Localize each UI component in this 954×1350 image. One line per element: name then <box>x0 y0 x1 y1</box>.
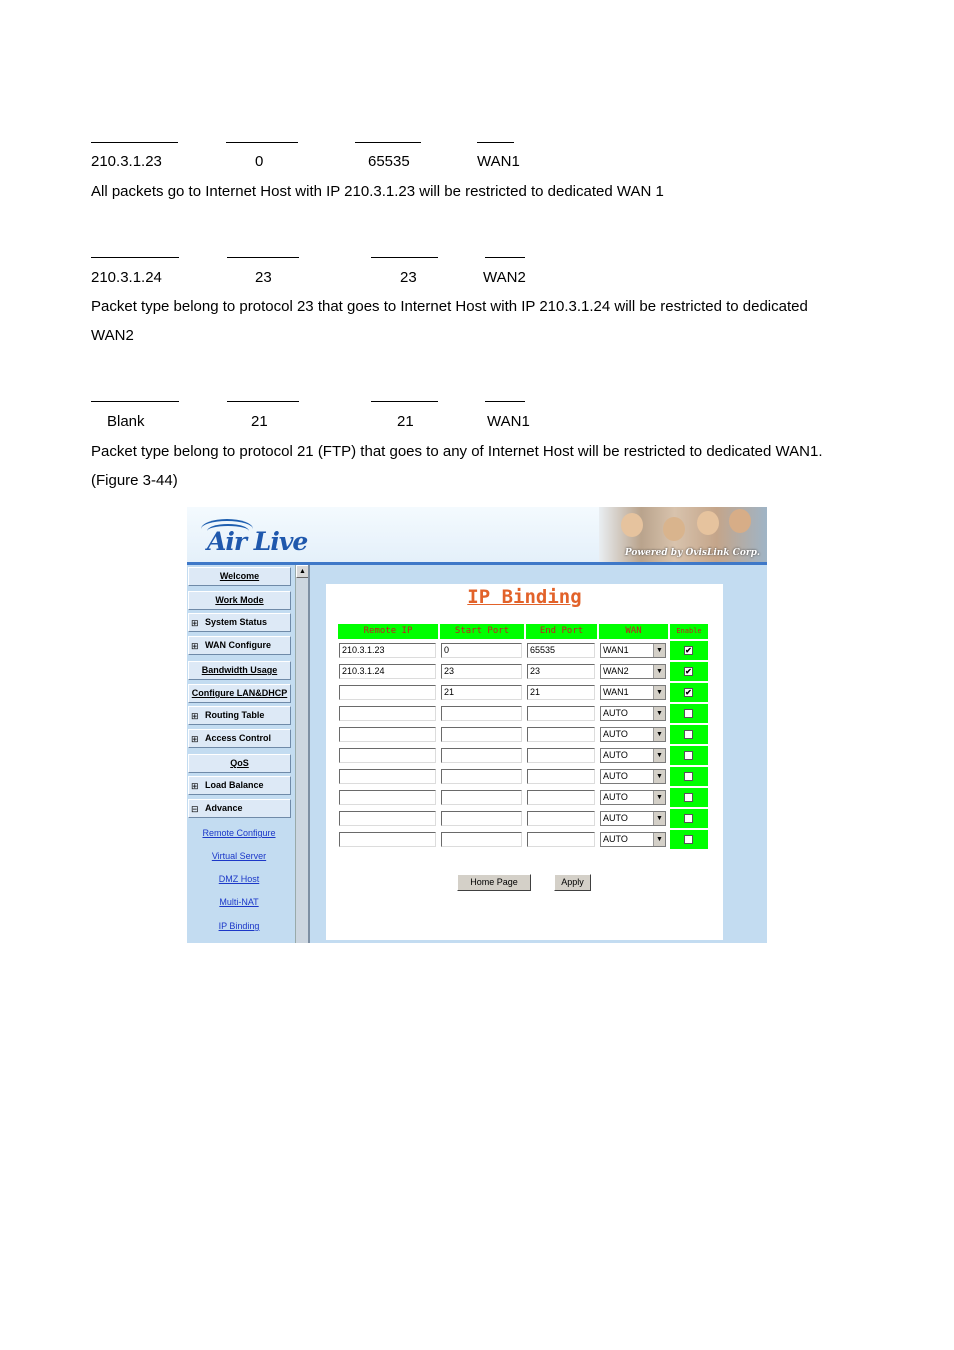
dropdown-arrow-icon[interactable]: ▼ <box>653 812 665 825</box>
table-cell <box>440 641 524 660</box>
table-cell <box>599 767 668 786</box>
table-cell <box>338 788 438 807</box>
table-cell <box>599 662 668 681</box>
expand-icon: ⊞ <box>191 641 199 651</box>
table-cell <box>599 746 668 765</box>
start-port-input[interactable] <box>441 811 522 826</box>
remote-ip-input[interactable] <box>339 769 436 784</box>
table-cell <box>670 725 708 744</box>
table-cell <box>440 788 524 807</box>
nav-dmz-host[interactable]: DMZ Host <box>218 874 260 884</box>
nav-system-status[interactable] <box>188 613 291 632</box>
nav-label: Bandwidth Usage <box>201 665 278 675</box>
start-port-input[interactable] <box>441 769 522 784</box>
end-port-input[interactable] <box>527 811 595 826</box>
powered-by-label: Powered by OvisLink Corp. <box>624 548 760 558</box>
wan-select[interactable] <box>600 811 666 826</box>
end-port-input[interactable] <box>527 790 595 805</box>
wan-select[interactable] <box>600 685 666 700</box>
wan-select[interactable] <box>600 748 666 763</box>
example-wan: WAN1 <box>477 153 520 170</box>
blank-line-wan <box>485 401 525 402</box>
wan-select[interactable] <box>600 790 666 805</box>
table-cell <box>599 725 668 744</box>
start-port-input[interactable] <box>441 790 522 805</box>
table-cell <box>440 704 524 723</box>
person-head-icon <box>663 517 685 541</box>
dropdown-arrow-icon[interactable]: ▼ <box>653 791 665 804</box>
nav-label: Configure LAN&DHCP <box>191 688 288 698</box>
start-port-input[interactable]: 23 <box>441 664 522 679</box>
table-cell <box>526 746 597 765</box>
nav-label: Routing Table <box>205 710 265 720</box>
wan-select[interactable] <box>600 727 666 742</box>
table-cell <box>338 830 438 849</box>
enable-checkbox[interactable] <box>684 793 693 802</box>
table-cell <box>440 746 524 765</box>
wan-select[interactable] <box>600 664 666 679</box>
table-cell <box>440 662 524 681</box>
nav-label: QoS <box>230 758 249 768</box>
example-start-port: 21 <box>251 413 268 430</box>
start-port-input[interactable]: 0 <box>441 643 522 658</box>
start-port-input[interactable] <box>441 706 522 721</box>
nav-work-mode[interactable] <box>188 591 291 610</box>
expand-icon: ⊞ <box>191 781 199 791</box>
remote-ip-input[interactable] <box>339 790 436 805</box>
start-port-input[interactable]: 21 <box>441 685 522 700</box>
enable-checkbox[interactable]: ✔ <box>685 667 692 676</box>
enable-checkbox[interactable] <box>684 751 693 760</box>
enable-checkbox[interactable] <box>684 772 693 781</box>
blank-line-wan <box>477 142 514 143</box>
blank-line-remote-ip <box>91 401 179 402</box>
page-title: IP Binding <box>467 586 582 608</box>
table-cell <box>670 767 708 786</box>
nav-load-balance[interactable] <box>188 776 291 795</box>
end-port-input[interactable] <box>527 832 595 847</box>
wan-select-value: AUTO <box>603 708 628 718</box>
table-cell <box>526 704 597 723</box>
table-cell <box>526 641 597 660</box>
enable-checkbox[interactable] <box>684 814 693 823</box>
example-end-port: 21 <box>397 413 414 430</box>
end-port-input[interactable] <box>527 748 595 763</box>
blank-line-start-port <box>226 142 298 143</box>
example-end-port: 65535 <box>368 153 410 170</box>
apply-button[interactable]: Apply <box>554 874 591 891</box>
dropdown-arrow-icon[interactable]: ▼ <box>653 833 665 846</box>
expand-icon: ⊞ <box>191 711 199 721</box>
nav-qos[interactable] <box>188 754 291 773</box>
nav-label: Advance <box>205 803 243 813</box>
dropdown-arrow-icon[interactable]: ▼ <box>653 728 665 741</box>
example-end-port: 23 <box>400 269 417 286</box>
dropdown-arrow-icon[interactable]: ▼ <box>653 644 665 657</box>
nav-sidebar <box>187 565 293 943</box>
table-cell <box>440 809 524 828</box>
column-header-enable: Enable <box>670 624 708 639</box>
nav-label: System Status <box>205 617 268 627</box>
nav-bandwidth-usage[interactable] <box>188 661 291 680</box>
table-cell <box>338 809 438 828</box>
blank-line-end-port <box>371 401 438 402</box>
person-head-icon <box>621 513 643 537</box>
table-cell <box>526 662 597 681</box>
nav-access-control[interactable] <box>188 729 291 748</box>
nav-routing-table[interactable] <box>188 706 291 725</box>
end-port-input[interactable] <box>527 727 595 742</box>
table-cell <box>440 725 524 744</box>
table-cell <box>670 683 708 702</box>
dropdown-arrow-icon[interactable]: ▼ <box>653 707 665 720</box>
example-start-port: 0 <box>255 153 264 170</box>
ip-binding-panel <box>326 584 723 940</box>
column-header-end-port: End Port <box>526 624 597 639</box>
dropdown-arrow-icon[interactable]: ▼ <box>653 770 665 783</box>
table-cell <box>670 662 708 681</box>
example-description-line2: WAN2 <box>91 327 134 344</box>
end-port-input[interactable]: 65535 <box>527 643 595 658</box>
example-remote-ip: Blank <box>107 413 145 430</box>
dropdown-arrow-icon[interactable]: ▼ <box>653 665 665 678</box>
enable-checkbox[interactable] <box>684 730 693 739</box>
example-start-port: 23 <box>255 269 272 286</box>
table-cell <box>526 830 597 849</box>
wan-select[interactable] <box>600 769 666 784</box>
figure-reference: (Figure 3-44) <box>91 472 178 489</box>
wan-select[interactable] <box>600 706 666 721</box>
table-cell <box>670 830 708 849</box>
example-description-line1: Packet type belong to protocol 21 (FTP) that goes to any of Internet Host will be restricted to dedicated WAN1. <box>91 443 823 460</box>
end-port-input[interactable]: 23 <box>527 664 595 679</box>
enable-checkbox[interactable]: ✔ <box>685 646 692 655</box>
enable-checkbox[interactable] <box>684 835 693 844</box>
blank-line-remote-ip <box>91 142 178 143</box>
table-cell <box>338 641 438 660</box>
remote-ip-input[interactable] <box>339 832 436 847</box>
home-page-button[interactable]: Home Page <box>457 874 531 891</box>
table-cell <box>599 683 668 702</box>
nav-label: WAN Configure <box>205 640 271 650</box>
remote-ip-input[interactable]: 210.3.1.23 <box>339 643 436 658</box>
remote-ip-input[interactable] <box>339 727 436 742</box>
router-ui-screenshot <box>187 507 767 943</box>
start-port-input[interactable] <box>441 727 522 742</box>
dropdown-arrow-icon[interactable]: ▼ <box>653 749 665 762</box>
example-description: All packets go to Internet Host with IP 210.3.1.23 will be restricted to dedicated WAN 1 <box>91 183 664 200</box>
enable-checkbox[interactable] <box>684 709 693 718</box>
table-cell <box>440 830 524 849</box>
table-cell <box>526 725 597 744</box>
table-cell <box>670 704 708 723</box>
nav-label: Load Balance <box>205 780 264 790</box>
nav-virtual-server[interactable]: Virtual Server <box>211 851 267 861</box>
table-cell <box>338 767 438 786</box>
dropdown-arrow-icon[interactable]: ▼ <box>653 686 665 699</box>
column-header-wan: WAN <box>599 624 668 639</box>
column-header-start-port: Start Port <box>440 624 524 639</box>
nav-welcome[interactable] <box>188 567 291 586</box>
remote-ip-input[interactable] <box>339 811 436 826</box>
start-port-input[interactable] <box>441 748 522 763</box>
nav-label: Work Mode <box>215 595 264 605</box>
start-port-input[interactable] <box>441 832 522 847</box>
wan-select-value: WAN2 <box>603 666 629 676</box>
table-cell <box>599 809 668 828</box>
wan-select-value: AUTO <box>603 813 628 823</box>
table-cell <box>670 641 708 660</box>
example-remote-ip: 210.3.1.23 <box>91 153 162 170</box>
example-wan: WAN2 <box>483 269 526 286</box>
example-wan: WAN1 <box>487 413 530 430</box>
expand-icon: ⊞ <box>191 734 199 744</box>
table-cell <box>599 788 668 807</box>
blank-line-end-port <box>371 257 438 258</box>
person-head-icon <box>729 509 751 533</box>
wan-select[interactable] <box>600 832 666 847</box>
blank-line-start-port <box>227 401 299 402</box>
table-cell <box>440 683 524 702</box>
scroll-up-arrow-icon[interactable]: ▲ <box>296 565 309 578</box>
nav-configure-lan-dhcp[interactable] <box>188 684 291 703</box>
wan-select-value: AUTO <box>603 771 628 781</box>
enable-checkbox[interactable]: ✔ <box>685 688 692 697</box>
nav-wan-configure[interactable] <box>188 636 291 655</box>
table-cell <box>440 767 524 786</box>
remote-ip-input[interactable] <box>339 748 436 763</box>
nav-multi-nat[interactable]: Multi-NAT <box>219 897 259 907</box>
table-cell <box>338 725 438 744</box>
header-banner <box>187 507 767 565</box>
header-photo <box>599 507 767 562</box>
wan-select-value: AUTO <box>603 729 628 739</box>
table-cell <box>526 683 597 702</box>
table-cell <box>599 830 668 849</box>
nav-label: Access Control <box>205 733 272 743</box>
column-header-remote-ip: Remote IP <box>338 624 438 639</box>
end-port-input[interactable]: 21 <box>527 685 595 700</box>
example-remote-ip: 210.3.1.24 <box>91 269 162 286</box>
wan-select-value: AUTO <box>603 792 628 802</box>
blank-line-wan <box>485 257 525 258</box>
collapse-icon: ⊟ <box>191 804 199 814</box>
table-cell <box>338 662 438 681</box>
nav-label: Welcome <box>219 571 260 581</box>
blank-line-end-port <box>355 142 421 143</box>
table-cell <box>670 788 708 807</box>
nav-advance[interactable] <box>188 799 291 818</box>
wan-select-value: WAN1 <box>603 687 629 697</box>
wan-select[interactable] <box>600 643 666 658</box>
wan-select-value: AUTO <box>603 750 628 760</box>
expand-icon: ⊞ <box>191 618 199 628</box>
end-port-input[interactable] <box>527 769 595 784</box>
blank-line-start-port <box>227 257 299 258</box>
example-description-line1: Packet type belong to protocol 23 that goes to Internet Host with IP 210.3.1.24 will be restricted to dedicated <box>91 298 808 315</box>
table-cell <box>338 683 438 702</box>
table-cell <box>338 746 438 765</box>
nav-ip-binding[interactable]: IP Binding <box>218 921 260 931</box>
blank-line-remote-ip <box>91 257 179 258</box>
end-port-input[interactable] <box>527 706 595 721</box>
nav-remote-configure[interactable]: Remote Configure <box>202 828 276 838</box>
airlive-logo: Air Live <box>207 527 308 556</box>
table-cell <box>526 767 597 786</box>
remote-ip-input[interactable] <box>339 706 436 721</box>
table-cell <box>670 809 708 828</box>
wan-select-value: AUTO <box>603 834 628 844</box>
remote-ip-input[interactable]: 210.3.1.24 <box>339 664 436 679</box>
table-cell <box>338 704 438 723</box>
table-cell <box>526 809 597 828</box>
table-cell <box>526 788 597 807</box>
table-cell <box>599 641 668 660</box>
person-head-icon <box>697 511 719 535</box>
wan-select-value: WAN1 <box>603 645 629 655</box>
table-cell <box>599 704 668 723</box>
remote-ip-input[interactable] <box>339 685 436 700</box>
frame-divider <box>308 565 310 943</box>
table-cell <box>670 746 708 765</box>
